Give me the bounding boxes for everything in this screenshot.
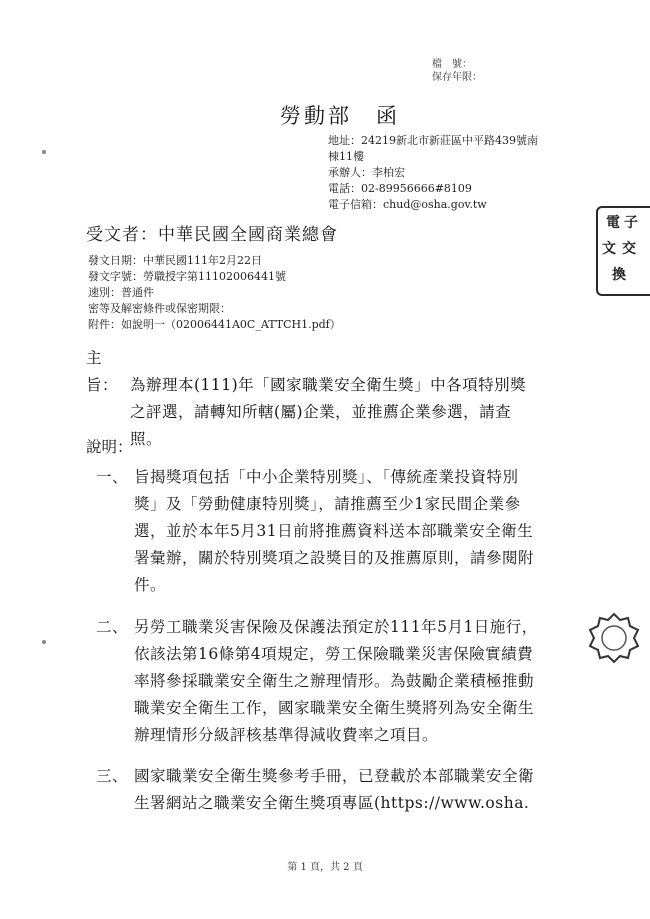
explanation-item bbox=[96, 464, 538, 599]
item-text: 旨揭獎項包括「中小企業特別獎」、「傳統產業投資特別獎」及「勞動健康特別獎」，請推薦至少1家民間企業參選，並於本年5月31日前將推薦資料送本部職業安全衛生署彙辦，關於特別獎項之設獎目的及推薦原則，請參閱附件。 bbox=[134, 468, 535, 594]
sender-info bbox=[328, 133, 548, 213]
item-number: 三、 bbox=[96, 767, 129, 785]
archive-number: 檔 號： bbox=[432, 59, 472, 70]
secrecy: 密等及解密條件或保密期限： bbox=[88, 302, 231, 315]
address-line-2: 棟11樓 bbox=[328, 150, 364, 163]
item-text: 另勞工職業災害保險及保護法預定於111年5月1日施行，依該法第16條第4項規定，勞工保險職業災害保險實績費率將參採職業安全衛生之辦理情形。為鼓勵企業積極推動職業安全衛生工作，國家職業安全衛生獎將列為安全衛生辦理情形分級評核基準得減收費率之項目。 bbox=[134, 618, 538, 744]
subject bbox=[86, 345, 536, 453]
email: 電子信箱：chud@osha.gov.tw bbox=[328, 198, 487, 211]
archive-meta bbox=[432, 58, 482, 84]
page-footer: 第 1 頁，共 2 頁 bbox=[287, 862, 363, 873]
exchange-stamp bbox=[596, 206, 650, 296]
stamp-char: 子 bbox=[624, 215, 638, 231]
stamp-char: 文 bbox=[602, 241, 616, 257]
subject-text: 為辦理本(111)年「國家職業安全衛生獎」中各項特別獎之評選，請轉知所轄(屬)企業，並推薦企業參選，請查照。 bbox=[130, 376, 527, 448]
item-text: 國家職業安全衛生獎參考手冊，已登載於本部職業安全衛生署網站之職業安全衛生獎項專區(https://www.osha. bbox=[134, 767, 535, 812]
document-number: 發文字號：勞職授字第11102006441號 bbox=[88, 270, 286, 283]
speed: 速別：普通件 bbox=[88, 286, 154, 299]
stamp-char: 交 bbox=[622, 241, 636, 257]
binding-hole bbox=[42, 150, 46, 154]
contact-person: 承辦人：李柏宏 bbox=[328, 166, 405, 179]
phone: 電話：02-89956666#8109 bbox=[328, 182, 472, 195]
issue-date: 發文日期：中華民國111年2月22日 bbox=[88, 254, 262, 267]
address-line: 地址：24219新北市新莊區中平路439號南 bbox=[328, 134, 538, 147]
recipient: 受文者：中華民國全國商業總會 bbox=[86, 225, 338, 245]
retention-period: 保存年限： bbox=[432, 72, 482, 83]
document-title: 勞動部 函 bbox=[280, 104, 400, 128]
document-header bbox=[88, 253, 341, 333]
stamp-char: 換 bbox=[612, 267, 626, 283]
explanation-label: 說明： bbox=[86, 438, 133, 456]
item-number: 一、 bbox=[96, 468, 129, 486]
attachment: 附件：如說明一（02006441A0C_ATTCH1.pdf） bbox=[88, 318, 341, 331]
seal-mark-icon bbox=[584, 608, 644, 668]
stamp-char: 電 bbox=[606, 215, 620, 231]
item-number: 二、 bbox=[96, 618, 129, 636]
subject-label: 主旨： bbox=[86, 349, 119, 394]
binding-hole bbox=[42, 640, 46, 644]
explanation-item bbox=[96, 763, 538, 817]
explanation-item bbox=[96, 614, 538, 749]
